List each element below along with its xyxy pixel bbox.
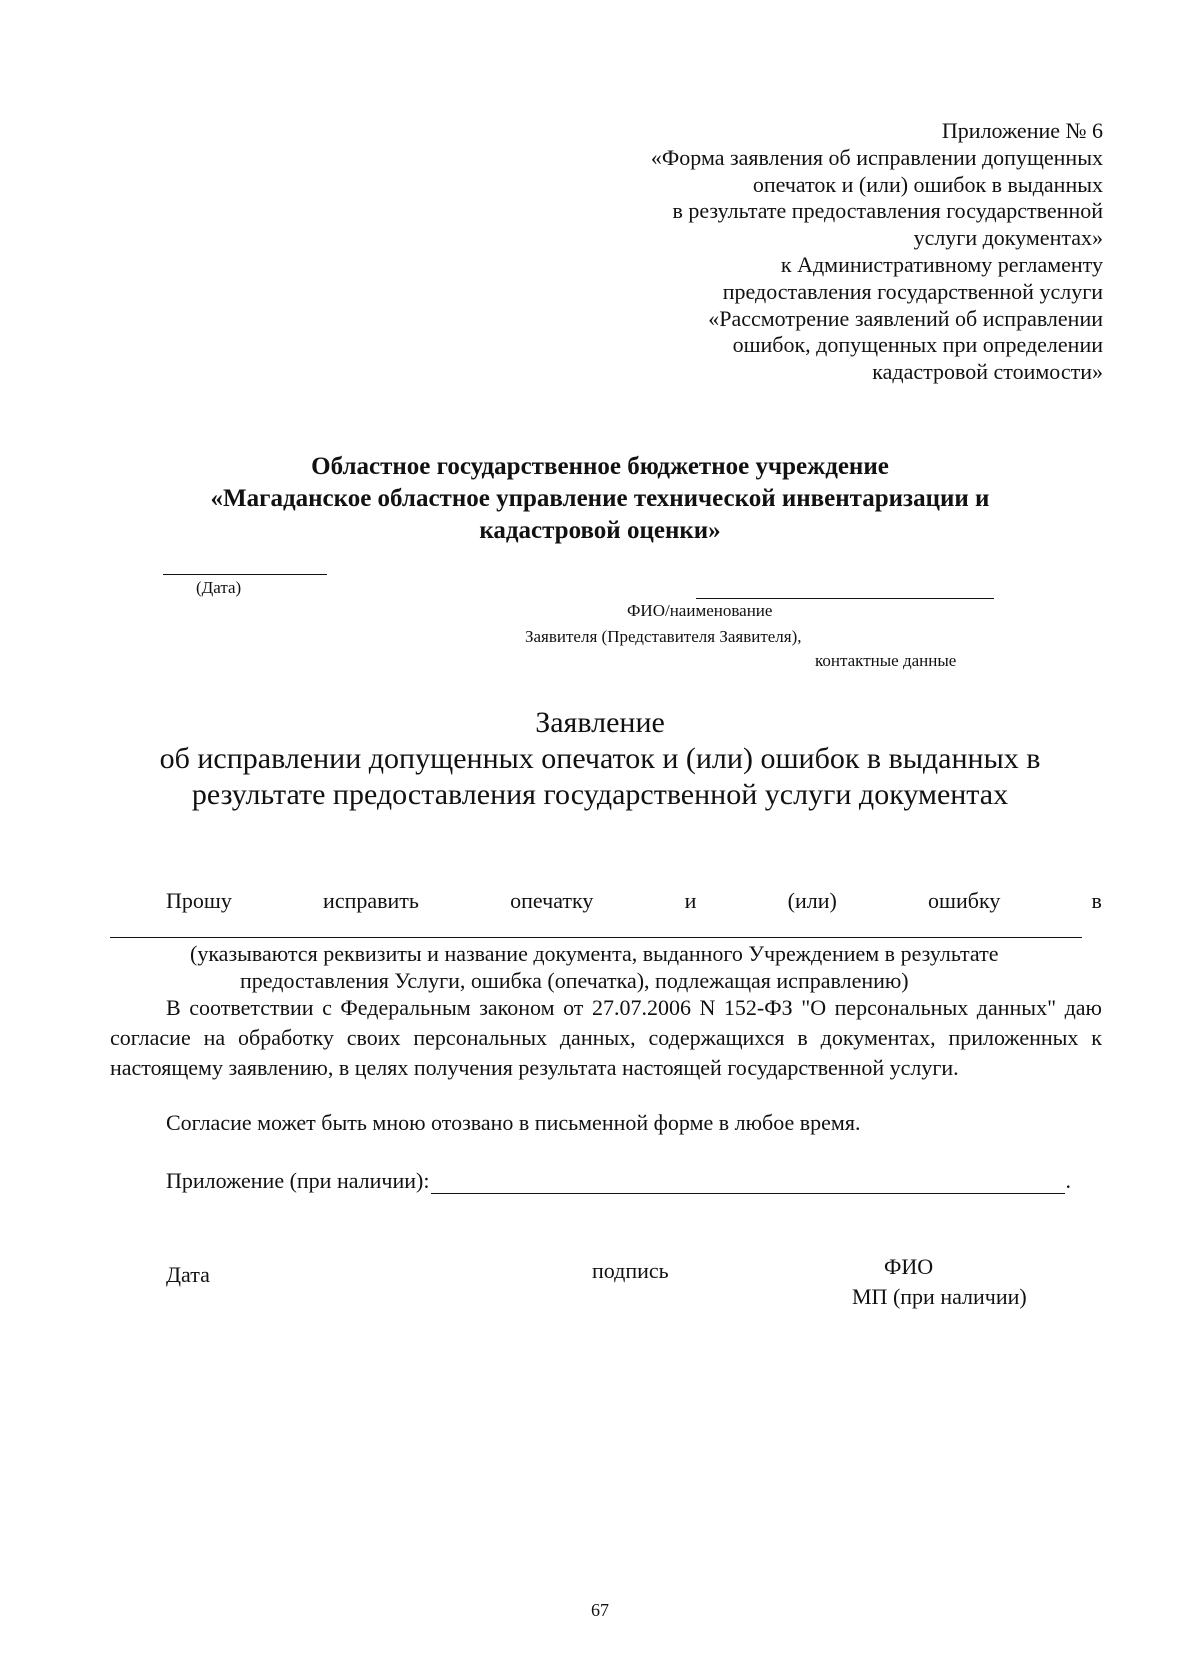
document-details-fill-line[interactable]: [110, 937, 1082, 938]
appendix-line: предоставления государственной услуги: [722, 278, 1103, 304]
appendix-line: «Рассмотрение заявлений об исправлении: [708, 305, 1103, 331]
organization-line: «Магаданское областное управление технической инвентаризации и: [210, 485, 990, 512]
appendix-header: [463, 118, 1103, 386]
attachment-fill-line[interactable]: [431, 1171, 1065, 1194]
title-line: об исправлении допущенных опечаток и (или) ошибок в выданных в: [159, 742, 1041, 775]
appendix-line: к Административному регламенту: [780, 251, 1103, 277]
request-word: в: [1091, 888, 1102, 913]
appendix-line: кадастровой стоимости»: [872, 359, 1103, 385]
appendix-line: ошибок, допущенных при определении: [732, 332, 1103, 358]
request-word: ошибку: [928, 888, 1001, 913]
consent-paragraph: [110, 993, 1102, 1083]
request-sentence: [166, 888, 1102, 914]
hint-line: предоставления Услуги, ошибка (опечатка), подлежащая исправлению): [240, 968, 909, 993]
applicant-caption-line1: ФИО/наименование: [627, 601, 773, 620]
page-number: 67: [591, 1600, 609, 1620]
applicant-caption-line3: контактные данные: [815, 651, 957, 670]
appendix-line: опечаток и (или) ошибок в выданных: [752, 171, 1103, 197]
hint-line: (указываются реквизиты и название документа, выданного Учреждением в результате: [190, 941, 999, 966]
title-line: результате предоставления государственной услуги документах: [191, 778, 1009, 811]
signature-date-label: Дата: [166, 1262, 210, 1287]
applicant-fill-line[interactable]: [696, 598, 994, 599]
document-title: [100, 705, 1100, 813]
document-details-hint: [190, 940, 1090, 994]
organization-line: кадастровой оценки»: [479, 517, 721, 544]
request-word: Прошу: [166, 888, 232, 913]
attachment-field: [166, 1168, 1071, 1194]
appendix-line: услуги документах»: [913, 225, 1103, 251]
appendix-line: «Форма заявления об исправлении допущенных: [650, 144, 1103, 170]
request-word: (или): [787, 888, 837, 913]
date-fill-line[interactable]: [163, 574, 327, 575]
signature-name-label: ФИО: [884, 1254, 934, 1279]
signature-label: подпись: [592, 1258, 669, 1283]
attachment-label: Приложение (при наличии):: [166, 1168, 430, 1193]
applicant-caption-line2: Заявителя (Представителя Заявителя),: [525, 627, 802, 646]
request-word: исправить: [323, 888, 419, 913]
title-line: Заявление: [535, 706, 665, 739]
date-caption: (Дата): [196, 578, 242, 597]
organization-heading: [130, 451, 1070, 547]
consent-text: В соответствии с Федеральным законом от 27.07.2006 N 152-ФЗ "О персональных данных" даю согласие на обработку своих персональных данных, содержащихся в документах, приложенных к настоящему заявлению, в целях получения результата настоящей государственной услуги.: [110, 995, 1102, 1080]
revocation-text: Согласие может быть мною отозвано в письменной форме в любое время.: [166, 1110, 861, 1135]
request-word: и: [684, 888, 697, 913]
request-word: опечатку: [510, 888, 594, 913]
appendix-line: Приложение № 6: [941, 118, 1103, 143]
organization-line: Областное государственное бюджетное учреждение: [311, 453, 889, 480]
appendix-line: в результате предоставления государственной: [672, 198, 1103, 224]
stamp-label: МП (при наличии): [852, 1284, 1027, 1309]
attachment-end: .: [1065, 1168, 1071, 1193]
